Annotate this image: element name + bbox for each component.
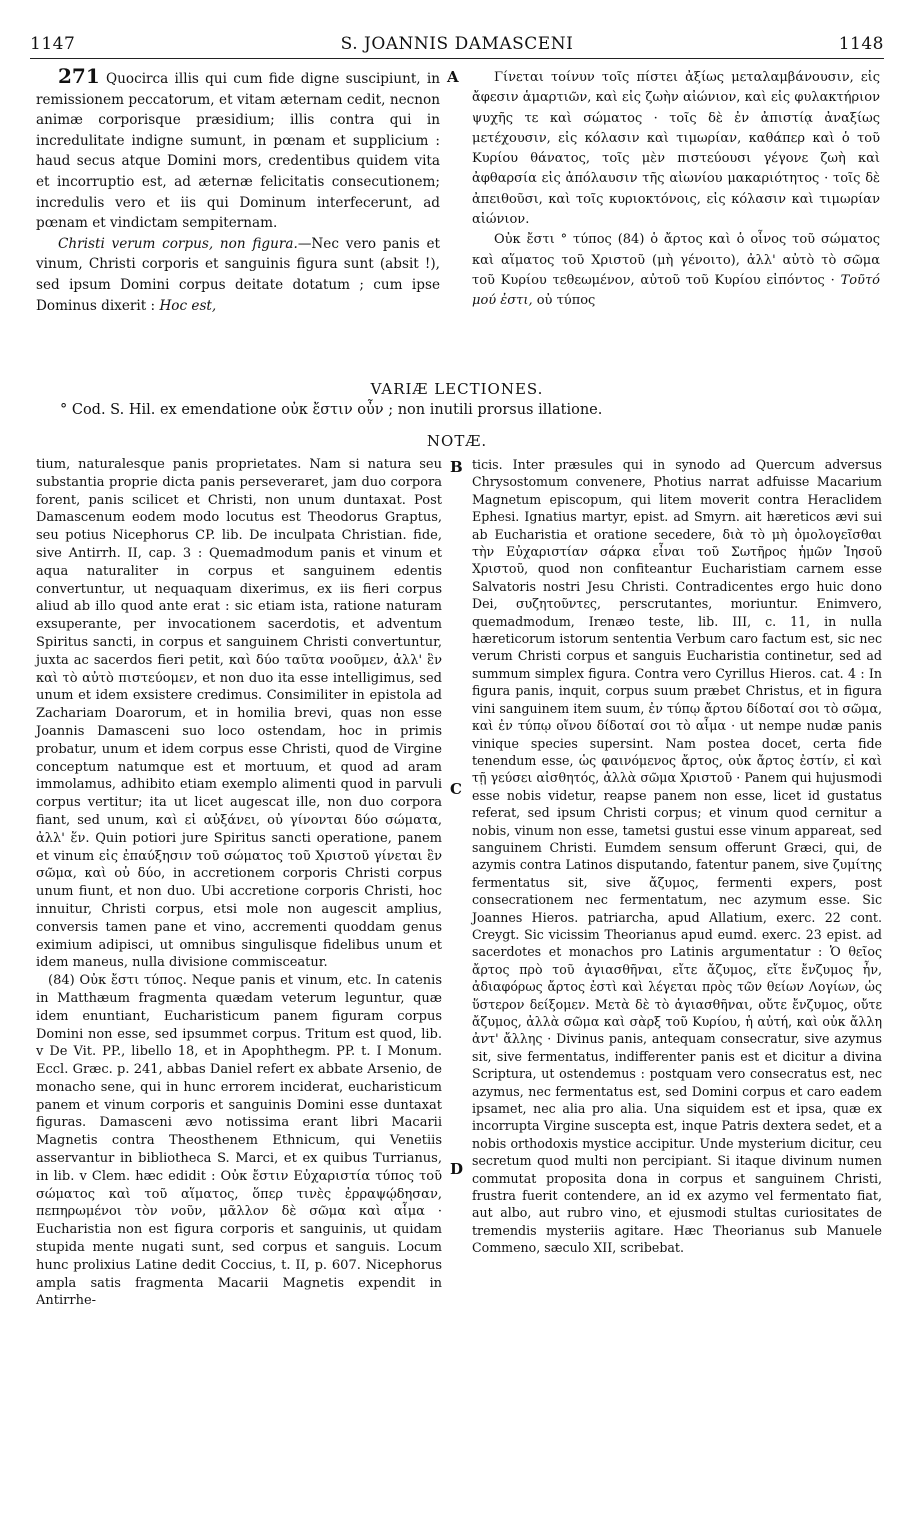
variae-heading: VARIÆ LECTIONES. [370, 380, 544, 398]
running-title: S. JOANNIS DAMASCENI [340, 34, 574, 54]
latin-paragraph-1: Quocirca illis qui cum fide digne suscipiunt, in remissionem peccatorum, et vitam æternam cedit, necnon animæ corporisque præsidium; illis contra qui in incredulitate indigne sumunt, in pœnam et supplicium : haud secus atque Domini mors, credentibus quidem vita et incorruptio est, ad æternæ felicitatis consecutionem; incredulis vero et iis qui Dominum interfecerunt, ad pœnam et vindictam sempiternam. [36, 71, 440, 232]
left-page-number: 1147 [30, 34, 76, 54]
greek-paragraph-1: Γίνεται τοίνυν τοῖς πίστει ἀξίως μεταλαμβάνουσιν, εἰς ἄφεσιν ἁμαρτιῶν, καὶ εἰς ζωὴν αἰώνιον, καὶ εἰς φυλακτήριον ψυχῆς τε καὶ σώματος · τοῖς δὲ ἐν ἀπιστίᾳ ἀναξίως μετέχουσιν, εἰς κόλασιν καὶ τιμωρίαν, καθάπερ καὶ ὁ τοῦ Κυρίου θάνατος, τοῖς μὲν πιστεύουσι γέγονε ζωὴ καὶ ἀφθαρσία εἰς ἀπόλαυσιν τῆς αἰωνίου μακαριότητος · τοῖς δὲ ἀπειθοῦσι, καὶ τοῖς κυριοκτόνοις, εἰς κόλασιν καὶ τιμωρίαν αἰώνιον. [472, 70, 880, 228]
latin-section-title: Christi verum corpus, non figura. [58, 235, 298, 252]
margin-marker-c: C [450, 780, 462, 798]
margin-marker-a: A [447, 68, 459, 86]
header-rule [30, 58, 884, 59]
right-page-number: 1148 [838, 34, 884, 54]
notae-heading: NOTÆ. [426, 432, 488, 450]
note-84: (84) Οὐκ ἔστι τύπος. Neque panis et vinum, etc. In catenis in Matthæum fragmenta quædam veterum leguntur, quæ idem enuntiant, Eucharisticum panem figuram corpus Domini non esse, sed ipsummet corpus. Tritum est quod, lib. v De Vit. PP., libello 18, et in Apophthegm. PP. t. I Monum. Eccl. Græc. p. 241, abbas Daniel refert ex abbate Arsenio, de monacho sene, qui in hunc errorem inciderat, eucharisticum panem et vinum corporis et sanguinis Domini esse duntaxat figuras. Damasceni ævo notissima erant libri Macarii Magnetis contra Theosthenem Ethnicum, qui Venetiis asservantur in bibliotheca S. Marci, et ex quibus Turrianus, in lib. v Clem. hæc edidit : Οὐκ ἔστιν Εὐχαριστία τύπος τοῦ σώματος καὶ τοῦ αἵματος, ὅπερ τινὲς ἐρραψῴδησαν, πεπηρωμένοι τὸν νοῦν, μᾶλλον δὲ σῶμα καὶ αἷμα · Eucharistia non est figura corporis et sanguinis, ut quidam stupida mente nugati sunt, sed corpus et sanguis. Locum hunc prolixius Latine dedit Coccius, t. II, p. 607. Nicephorus ampla satis fragmenta Macarii Magnetis expendit in Antirrhe- [36, 973, 442, 1309]
greek-quote: Τοῦτό μού ἐστι, [472, 272, 880, 309]
greek-column [472, 68, 880, 312]
margin-marker-b: B [450, 458, 463, 476]
notes-right-column [472, 456, 882, 1257]
note-right-paragraph: ticis. Inter præsules qui in synodo ad Quercum adversus Chrysostomum convenere, Photius narrat adfuisse Macarium Magnetum episcopum, qui litem moverit contra Heraclidem Ephesi. Ignatius martyr, epist. ad Smyrn. ait hæreticos ævi sui ab Eucharistia et oratione secedere, διὰ τὸ μὴ ὁμολογεῖσθαι τὴν Εὐχαριστίαν σάρκα εἶναι τοῦ Σωτῆρος ἡμῶν Ἰησοῦ Χριστοῦ, quod non confiteantur Eucharistiam carnem esse Salvatoris nostri Jesu Christi. Contradicentes ergo huic dono Dei, συζητοῦντες, perscrutantes, moriuntur. Enimvero, quemadmodum, Irenæo teste, lib. III, c. 11, in nulla hæreticorum istorum sententia Verbum caro factum est, sic nec verum Christi corpus et sanguis Eucharistia continetur, sed ad summum simplex figura. Contra vero Cyrillus Hieros. cat. 4 : In figura panis, inquit, corpus suum præbet Christus, et in figura vini sanguinem item suum, ἐν τύπῳ ἄρτου δίδοταί σοι τὸ σῶμα, καὶ ἐν τύπῳ οἴνου δίδοταί σοι τὸ αἷμα · ut nempe nudæ panis vinique species supersint. Nam postea docet, certa fide tenendum esse, ὡς φαινόμενος ἄρτος, οὐκ ἄρτος ἐστίν, εἰ καὶ τῇ γεύσει αἰσθητός, ἀλλὰ σῶμα Χριστοῦ · Panem qui hujusmodi esse nobis videtur, reapse panem non esse, licet id gustatus referat, sed ipsum Christi corpus; et vinum quod cernitur a nobis, vinum non esse, tametsi gustui esse vinum appareat, sed sanguinem Christi. Eumdem sensum offerunt Græci, qui, de azymis contra Latinos disputando, fatentur panem, sive ζυμίτης fermentatus sit, sive ἄζυμος, fermenti expers, post consecrationem nec fermentatum, nec azymum esse. Sic Joannes Hieros. patriarcha, apud Allatium, exerc. 22 cont. Creygt. Sic vicissim Theorianus apud eumd. exerc. 23 epist. ad sacerdotes et monachos pro Latinis argumentatur : Ὁ θεῖος ἄρτος πρὸ τοῦ ἁγιασθῆναι, εἴτε ἄζυμος, εἴτε ἔνζυμος ἦν, ἀδιαφόρως ἄρτος ἐστὶ καὶ λέγεται πρὸς τῶν θείων Λογίων, ὡς ὕστερον δείξομεν. Μετὰ δὲ τὸ ἁγιασθῆναι, οὔτε ἔνζυμος, οὔτε ἄζυμος, ἀλλὰ σῶμα καὶ σὰρξ τοῦ Κυρίου, ἡ αὐτή, καὶ οὐκ ἄλλη ἀντ' ἄλλης · Divinus panis, antequam consecratur, sive azymus sit, sive fermentatus, indifferenter panis est et dicitur a divina Scriptura, ut ostendemus : postquam vero consecratus est, nec azymus, nec fermentatus est, sed Domini corpus et caro eadem ipsamet, nec alia pro alia. Una siquidem est et ipsa, quæ ex incorrupta Virgine suscepta est, inque Patris dextera sedet, et a nobis orthodoxis mystice accipitur. Unde mysterium dicitur, ceu secretum quod multi non percipiant. Si itaque divinum numen commutat proposita dona in corpus et sanguinem Christi, frustra fuerit contendere, an id ex azymo vel fermentato fiat, aut albo, aut rubro vino, et ejusmodi stultas curiositates de tremendis mysteriis agitare. Hæc Theorianus sub Manuele Commeno, sæculo XII, scribebat. [472, 457, 882, 1256]
margin-marker-d: D [450, 1160, 464, 1178]
greek-paragraph-2-end: οὐ τύπος [536, 293, 596, 309]
variae-line: ° Cod. S. Hil. ex emendatione οὐκ ἔστιν οὖν ; non inutili prorsus illatione. [60, 402, 603, 418]
notes-left-column [36, 456, 442, 1310]
section-number: 271 [58, 64, 100, 88]
greek-paragraph-2: Οὐκ ἔστι ° τύπος (84) ὁ ἄρτος καὶ ὁ οἶνος τοῦ σώματος καὶ αἵματος τοῦ Χριστοῦ (μὴ γένοιτο), ἀλλ' αὐτὸ τὸ σῶμα τοῦ Κυρίου τεθεωμένον, αὐτοῦ τοῦ Κυρίου εἰπόντος · [472, 232, 880, 288]
latin-column [36, 66, 440, 316]
latin-paragraph-2: —Nec vero panis et vinum, Christi corporis et sanguinis figura sunt (absit !), sed ipsum Domini corpus deitate dotatum ; cum ipse Dominus dixerit : [36, 235, 440, 314]
latin-quote: Hoc est, [159, 297, 217, 314]
note-left-paragraph-1: tium, naturalesque panis proprietates. Nam si natura seu substantia proprie dicta panis perseveraret, jam duo corpora forent, panis scilicet et Christi, non unum duntaxat. Post Damascenum eodem modo locutus est Theodorus Graptus, seu potius Nicephorus CP. lib. De inculpata Christian. fide, sive Antirrh. II, cap. 3 : Quemadmodum panis et vinum et aqua naturaliter in corpus et sanguinem edentis convertuntur, ut nequaquam dixerimus, ex iis fieri corpus aliud ab illo quod ante erat : sic etiam ista, ratione naturam exsuperante, per invocationem sacerdotis, et adventum Spiritus sancti, in corpus et sanguinem Christi convertuntur, juxta ac sacerdos fieri petit, καὶ δύο ταῦτα νοοῦμεν, ἀλλ' ἓν καὶ τὸ αὐτὸ πιστεύομεν, et non duo ita esse intelligimus, sed unum et idem exsistere credimus. Consimiliter in epistola ad Zachariam Doarorum, et in homilia brevi, quas non esse Joannis Damasceni suo loco ostendam, hoc in primis probatur, unum et idem corpus esse Christi, quod de Virgine conceptum natumque est et mortuum, et quod ad aram immolamus, adhibito etiam exemplo alimenti quod in parvuli corpus vertitur; ita ut licet augescat ille, non duo corpora fiant, sed unum, καὶ εἰ αὐξάνει, οὐ γίνονται δύο σώματα, ἀλλ' ἕν. Quin potiori jure Spiritus sancti operatione, panem et vinum εἰς ἐπαύξησιν τοῦ σώματος τοῦ Χριστοῦ γίνεται ἓν σῶμα, καὶ οὐ δύο, in accretionem corporis Christi corpus unum fiunt, et non duo. Ubi accretione corporis Christi, hoc innuitur, Christi corpus, etsi mole non augescit amplius, conversis tamen pane et vino, accrementi quoddam genus eximium adipisci, ut omnibus singulisque fidelibus unum et idem maneus, nulla divisione commisceatur. [36, 457, 442, 971]
page-header [30, 34, 884, 58]
